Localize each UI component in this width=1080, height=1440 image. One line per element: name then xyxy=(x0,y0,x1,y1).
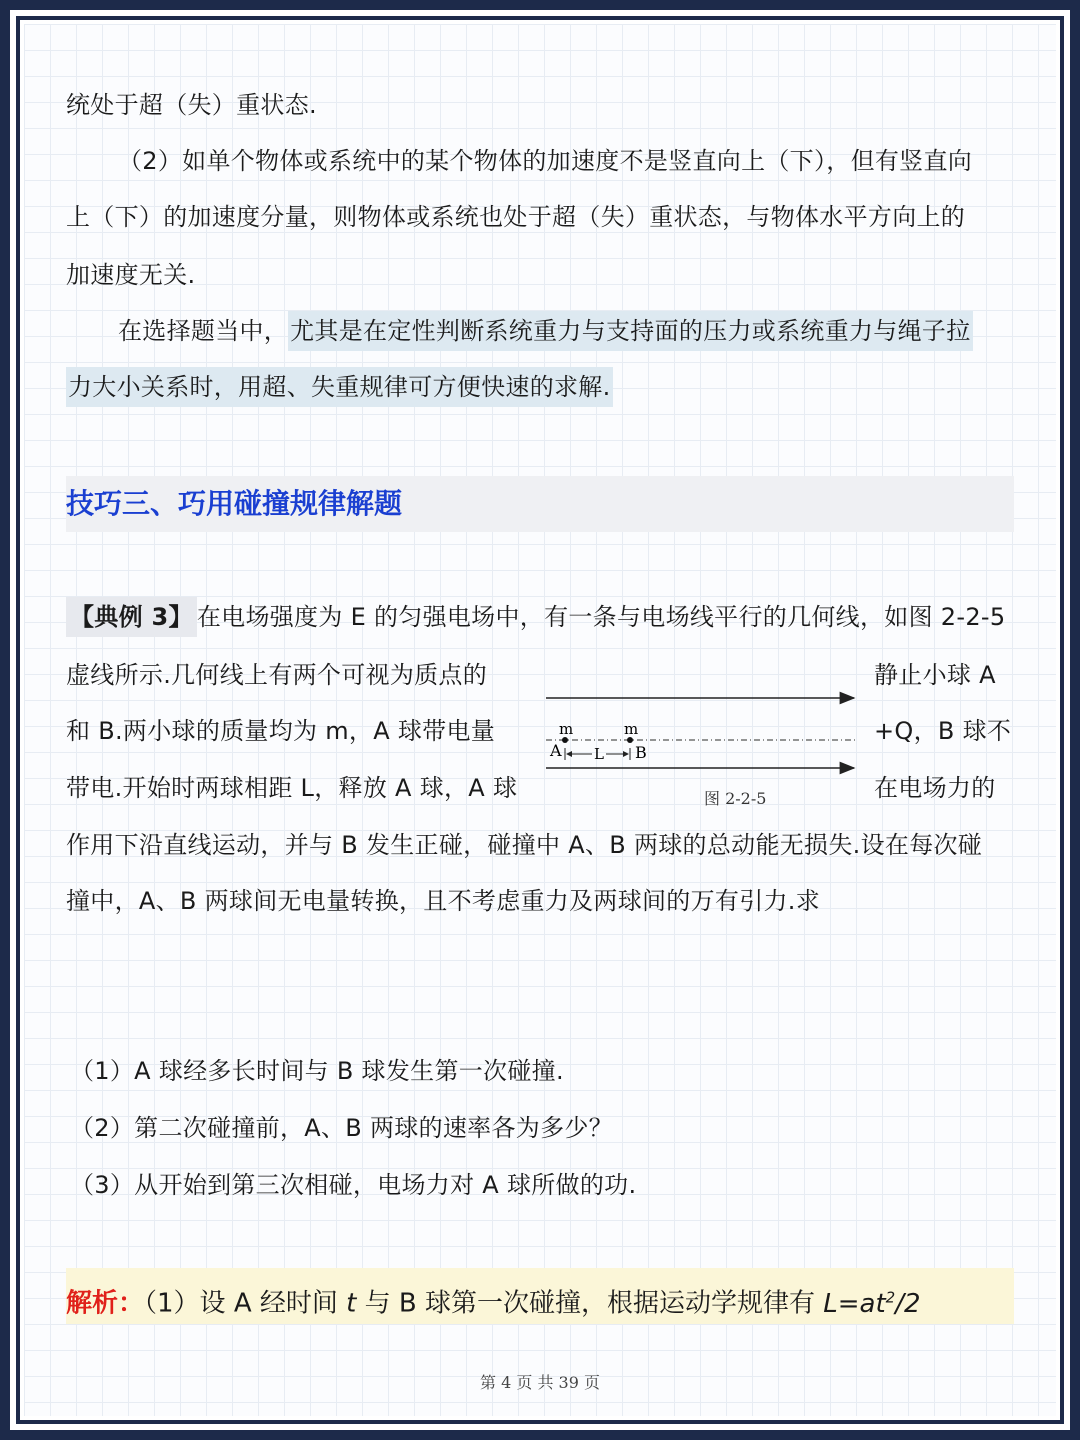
example-line-6: 撞中，A、B 两球间无电量转换，且不考虑重力及两球间的万有引力.求 xyxy=(66,887,821,915)
example-wrap-right-2: +Q，B 球不 xyxy=(874,717,1012,745)
example-wrap-left-2: 和 B.两小球的质量均为 m，A 球带电量 xyxy=(66,717,496,745)
mass-label-a: m xyxy=(559,720,574,738)
question-2: （2）第二次碰撞前，A、B 两球的速率各为多少？ xyxy=(70,1114,613,1142)
example-tag: 【典例 3】 xyxy=(66,597,197,637)
example-line-1 xyxy=(66,600,1005,634)
answer-text-1: （1）设 A 经时间 xyxy=(144,1288,347,1319)
paragraph-line-1: 统处于超（失）重状态. xyxy=(66,91,317,119)
distance-label: L xyxy=(594,745,604,763)
paragraph-line-6 xyxy=(66,370,613,404)
highlighted-text: 尤其是在定性判断系统重力与支持面的压力或系统重力与绳子拉 xyxy=(288,311,972,351)
page-number-footer: 第 4 页 共 39 页 xyxy=(480,1373,600,1392)
paragraph-line-3: 上（下）的加速度分量，则物体或系统也处于超（失）重状态，与物体水平方向上的 xyxy=(66,203,966,231)
formula-end: /2 xyxy=(895,1288,921,1319)
formula xyxy=(823,1289,920,1319)
answer-line xyxy=(66,1280,921,1321)
formula-superscript: 2 xyxy=(885,1288,896,1306)
electric-field-figure xyxy=(540,682,870,812)
paragraph-line-2: （2）如单个物体或系统中的某个物体的加速度不是竖直向上（下），但有竖直向 xyxy=(118,147,973,175)
example-text: 在电场强度为 E 的匀强电场中，有一条与电场线平行的几何线，如图 2-2-5 xyxy=(196,603,1006,631)
example-line-5: 作用下沿直线运动，并与 B 发生正碰，碰撞中 A、B 两球的总动能无损失.设在每次碰 xyxy=(66,831,983,859)
question-1: （1）A 球经多长时间与 B 球发生第一次碰撞. xyxy=(70,1057,564,1085)
answer-label: 解析： xyxy=(66,1288,145,1319)
paragraph-lead-text: 在选择题当中， xyxy=(118,317,289,345)
question-3: （3）从开始到第三次相碰，电场力对 A 球所做的功. xyxy=(70,1171,637,1199)
highlighted-text: 力大小关系时，用超、失重规律可方便快速的求解. xyxy=(66,367,613,407)
paragraph-line-5 xyxy=(118,314,973,348)
example-wrap-right-1: 静止小球 A xyxy=(874,661,996,689)
section-heading: 技巧三、巧用碰撞规律解题 xyxy=(66,487,403,520)
formula-start: L=at xyxy=(823,1288,886,1319)
variable-t: t xyxy=(346,1288,357,1319)
example-wrap-right-3: 在电场力的 xyxy=(874,774,996,802)
mass-label-b: m xyxy=(624,720,639,738)
example-wrap-left-3: 带电.开始时两球相距 L，释放 A 球，A 球 xyxy=(66,774,518,802)
ball-label-b: B xyxy=(635,743,647,762)
ball-label-a: A xyxy=(550,741,562,760)
answer-text-2: 与 B 球第一次碰撞，根据运动学规律有 xyxy=(356,1288,824,1319)
paragraph-line-4: 加速度无关. xyxy=(66,261,196,289)
example-wrap-left-1: 虚线所示.几何线上有两个可视为质点的 xyxy=(66,661,488,689)
figure-caption: 图 2-2-5 xyxy=(704,789,767,808)
